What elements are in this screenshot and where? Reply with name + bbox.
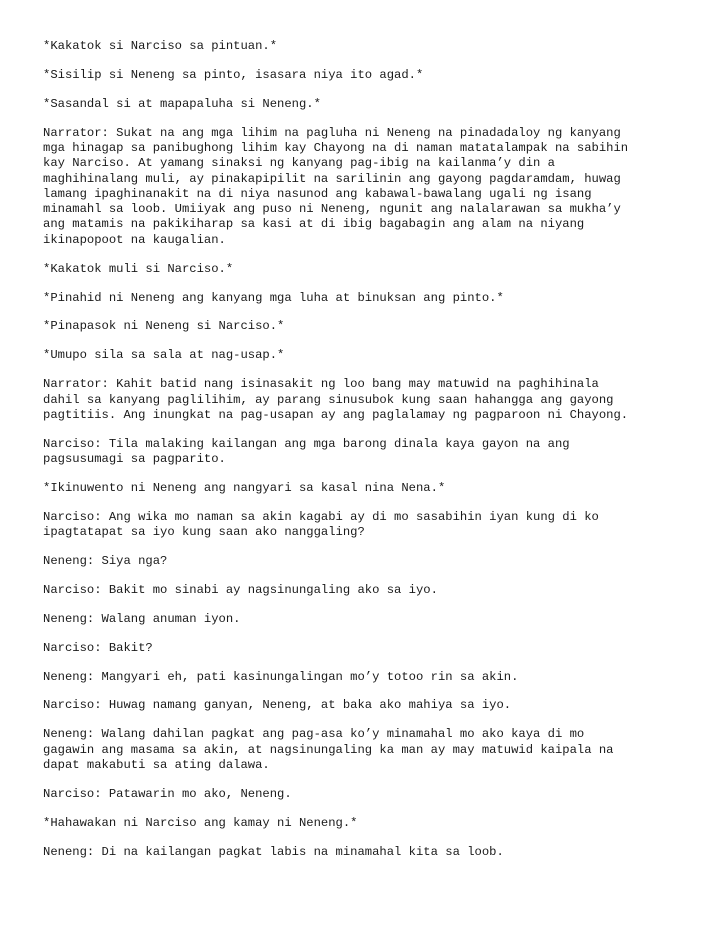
stage-direction: *Kakatok si Narciso sa pintuan.*: [43, 39, 278, 53]
stage-direction: *Pinapasok ni Neneng si Narciso.*: [43, 319, 285, 334]
dialogue-line: Neneng: Siya nga?: [43, 553, 168, 568]
narrator-paragraph: Narrator: Kahit batid nang isinasakit ng loo bang may matuwid na paghihinala dahil sa kanyang paglilihim, ay parang sinusubok kung saan hahangga ang gayong pagtitiis. Ang inungkat na pag-usapan ay ang paglalamay ng pagparoon ni Chayong.: [43, 377, 629, 422]
dialogue-line: Narciso: Tila malaking kailangan ang mga barong dinala kaya gayon na ang pagsusumagi sa pagparito.: [43, 436, 570, 466]
narrator-paragraph: Narrator: Sukat na ang mga lihim na pagluha ni Neneng na pinadadaloy ng kanyang mga hinagap sa panibughong lihim kay Chayong na di naman matatalampak na sabihin kay Narciso. At yamang sinaksi ng kanyang pag-ibig na kailanma’y din a maghihinalang muli, ay pinakapipilit na sarilinin ang gayong pagdaramdam, huwag lamang ipaghinanakit na di niya nasunod ang kabawal-bawalang ugali ng isang minamahl sa loob. Umiiyak ang puso ni Neneng, ngunit ang nalalarawan sa mukha’y ang matamis na pakikiharap sa kasi at di ibig bagabagin ang alam na niyang ikinapopoot na kaugalian.: [43, 125, 629, 247]
dialogue-line: Neneng: Di na kailangan pagkat labis na minamahal kita sa loob.: [43, 844, 504, 859]
stage-direction: *Ikinuwento ni Neneng ang nangyari sa kasal nina Nena.*: [43, 480, 446, 495]
dialogue-line: Neneng: Walang dahilan pagkat ang pag-asa ko’y minamahal mo ako kaya di mo gagawin ang masama sa akin, at nagsinungaling ka man ay may matuwid kaipala na dapat makabuti sa ating dalawa.: [43, 727, 614, 772]
dialogue-line: Narciso: Bakit?: [43, 640, 153, 655]
dialogue-line: Narciso: Huwag namang ganyan, Neneng, at baka ako mahiya sa iyo.: [43, 698, 512, 713]
stage-direction: *Umupo sila sa sala at nag-usap.*: [43, 348, 285, 363]
document-page: [43, 39, 683, 873]
dialogue-line: Narciso: Bakit mo sinabi ay nagsinungaling ako sa iyo.: [43, 582, 438, 597]
stage-direction: *Kakatok muli si Narciso.*: [43, 261, 234, 276]
stage-direction: *Hahawakan ni Narciso ang kamay ni Neneng.*: [43, 815, 358, 830]
stage-direction: *Sasandal si at mapapaluha si Neneng.*: [43, 96, 321, 111]
dialogue-line: Narciso: Patawarin mo ako, Neneng.: [43, 786, 292, 801]
dialogue-line: Neneng: Walang anuman iyon.: [43, 611, 241, 626]
dialogue-line: Narciso: Ang wika mo naman sa akin kagabi ay di mo sasabihin iyan kung di ko ipagtatapat sa iyo kung saan ako nanggaling?: [43, 509, 599, 540]
stage-direction: *Pinahid ni Neneng ang kanyang mga luha at binuksan ang pinto.*: [43, 290, 504, 305]
dialogue-line: Neneng: Mangyari eh, pati kasinungalingan mo’y totoo rin sa akin.: [43, 669, 519, 684]
stage-direction: *Sisilip si Neneng sa pinto, isasara niya ito agad.*: [43, 67, 424, 82]
